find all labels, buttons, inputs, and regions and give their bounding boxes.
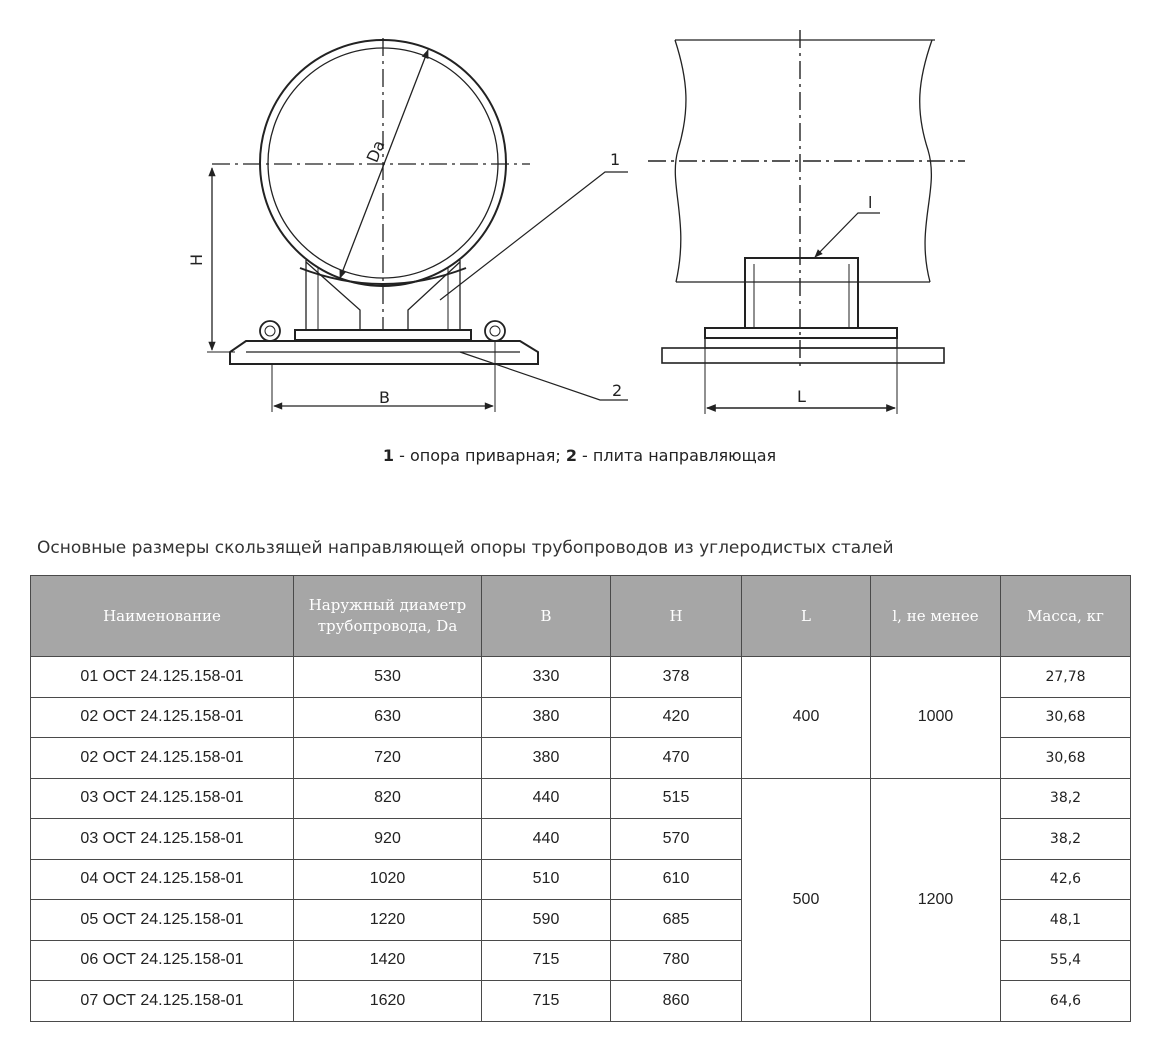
dimensions-table: [30, 575, 1131, 1022]
legend-text-1: - опора приварная;: [394, 446, 566, 465]
header-name: Наименование: [31, 576, 294, 657]
cell-h: 610: [611, 859, 742, 900]
cell-h: 860: [611, 981, 742, 1022]
header-h: H: [611, 576, 742, 657]
cell-da: 820: [294, 778, 482, 819]
legend-text-2: - плита направляющая: [576, 446, 777, 465]
cell-b: 440: [482, 819, 611, 860]
cell-da: 920: [294, 819, 482, 860]
header-l-min: l, не менее: [871, 576, 1001, 657]
cell-name: 03 ОСТ 24.125.158-01: [31, 778, 294, 819]
front-view: [207, 38, 628, 412]
cell-h: 420: [611, 697, 742, 738]
cell-mass: 30,68: [1001, 697, 1131, 738]
cell-name: 05 ОСТ 24.125.158-01: [31, 900, 294, 941]
cell-name: 07 ОСТ 24.125.158-01: [31, 981, 294, 1022]
cell-b: 380: [482, 697, 611, 738]
cell-mass: 48,1: [1001, 900, 1131, 941]
label-l-small: l: [868, 193, 873, 212]
label-l-big: L: [797, 387, 806, 406]
label-1: 1: [610, 150, 621, 169]
cell-b: 715: [482, 981, 611, 1022]
cell-b: 380: [482, 738, 611, 779]
cell-h: 685: [611, 900, 742, 941]
cell-mass: 38,2: [1001, 778, 1131, 819]
header-b: B: [482, 576, 611, 657]
header-mass: Масса, кг: [1001, 576, 1131, 657]
cell-mass: 42,6: [1001, 859, 1131, 900]
legend-num-1: 1: [382, 446, 394, 465]
table-title: Основные размеры скользящей направляющей опоры трубопроводов из углеродистых сталей: [37, 538, 894, 558]
header-l: L: [742, 576, 871, 657]
cell-lmin-group2: 1200: [871, 778, 1001, 1021]
label-2: 2: [612, 381, 623, 400]
cell-l-group1: 400: [742, 657, 871, 779]
cell-mass: 64,6: [1001, 981, 1131, 1022]
cell-da: 720: [294, 738, 482, 779]
cell-name: 02 ОСТ 24.125.158-01: [31, 738, 294, 779]
cell-da: 1220: [294, 900, 482, 941]
cell-da: 1020: [294, 859, 482, 900]
technical-drawing: [0, 0, 1159, 440]
label-h: H: [187, 253, 206, 266]
cell-b: 440: [482, 778, 611, 819]
cell-h: 515: [611, 778, 742, 819]
drawing-legend: [0, 446, 1159, 465]
cell-name: 02 ОСТ 24.125.158-01: [31, 697, 294, 738]
cell-name: 06 ОСТ 24.125.158-01: [31, 940, 294, 981]
cell-da: 630: [294, 697, 482, 738]
cell-l-group2: 500: [742, 778, 871, 1021]
cell-da: 1620: [294, 981, 482, 1022]
cell-mass: 27,78: [1001, 657, 1131, 698]
label-b: B: [379, 388, 390, 407]
cell-b: 590: [482, 900, 611, 941]
cell-h: 470: [611, 738, 742, 779]
cell-lmin-group1: 1000: [871, 657, 1001, 779]
cell-h: 570: [611, 819, 742, 860]
cell-da: 530: [294, 657, 482, 698]
cell-mass: 38,2: [1001, 819, 1131, 860]
table-row: [31, 778, 1131, 819]
header-diameter: Наружный диаметр трубопровода, Da: [294, 576, 482, 657]
table-row: [31, 657, 1131, 698]
cell-b: 510: [482, 859, 611, 900]
cell-name: 04 ОСТ 24.125.158-01: [31, 859, 294, 900]
cell-da: 1420: [294, 940, 482, 981]
cell-b: 715: [482, 940, 611, 981]
side-view: [648, 30, 965, 414]
cell-mass: 55,4: [1001, 940, 1131, 981]
label-da: Da: [362, 137, 389, 166]
cell-name: 01 ОСТ 24.125.158-01: [31, 657, 294, 698]
cell-h: 780: [611, 940, 742, 981]
table-header-row: [31, 576, 1131, 657]
cell-h: 378: [611, 657, 742, 698]
cell-name: 03 ОСТ 24.125.158-01: [31, 819, 294, 860]
legend-num-2: 2: [565, 446, 577, 465]
cell-b: 330: [482, 657, 611, 698]
cell-mass: 30,68: [1001, 738, 1131, 779]
